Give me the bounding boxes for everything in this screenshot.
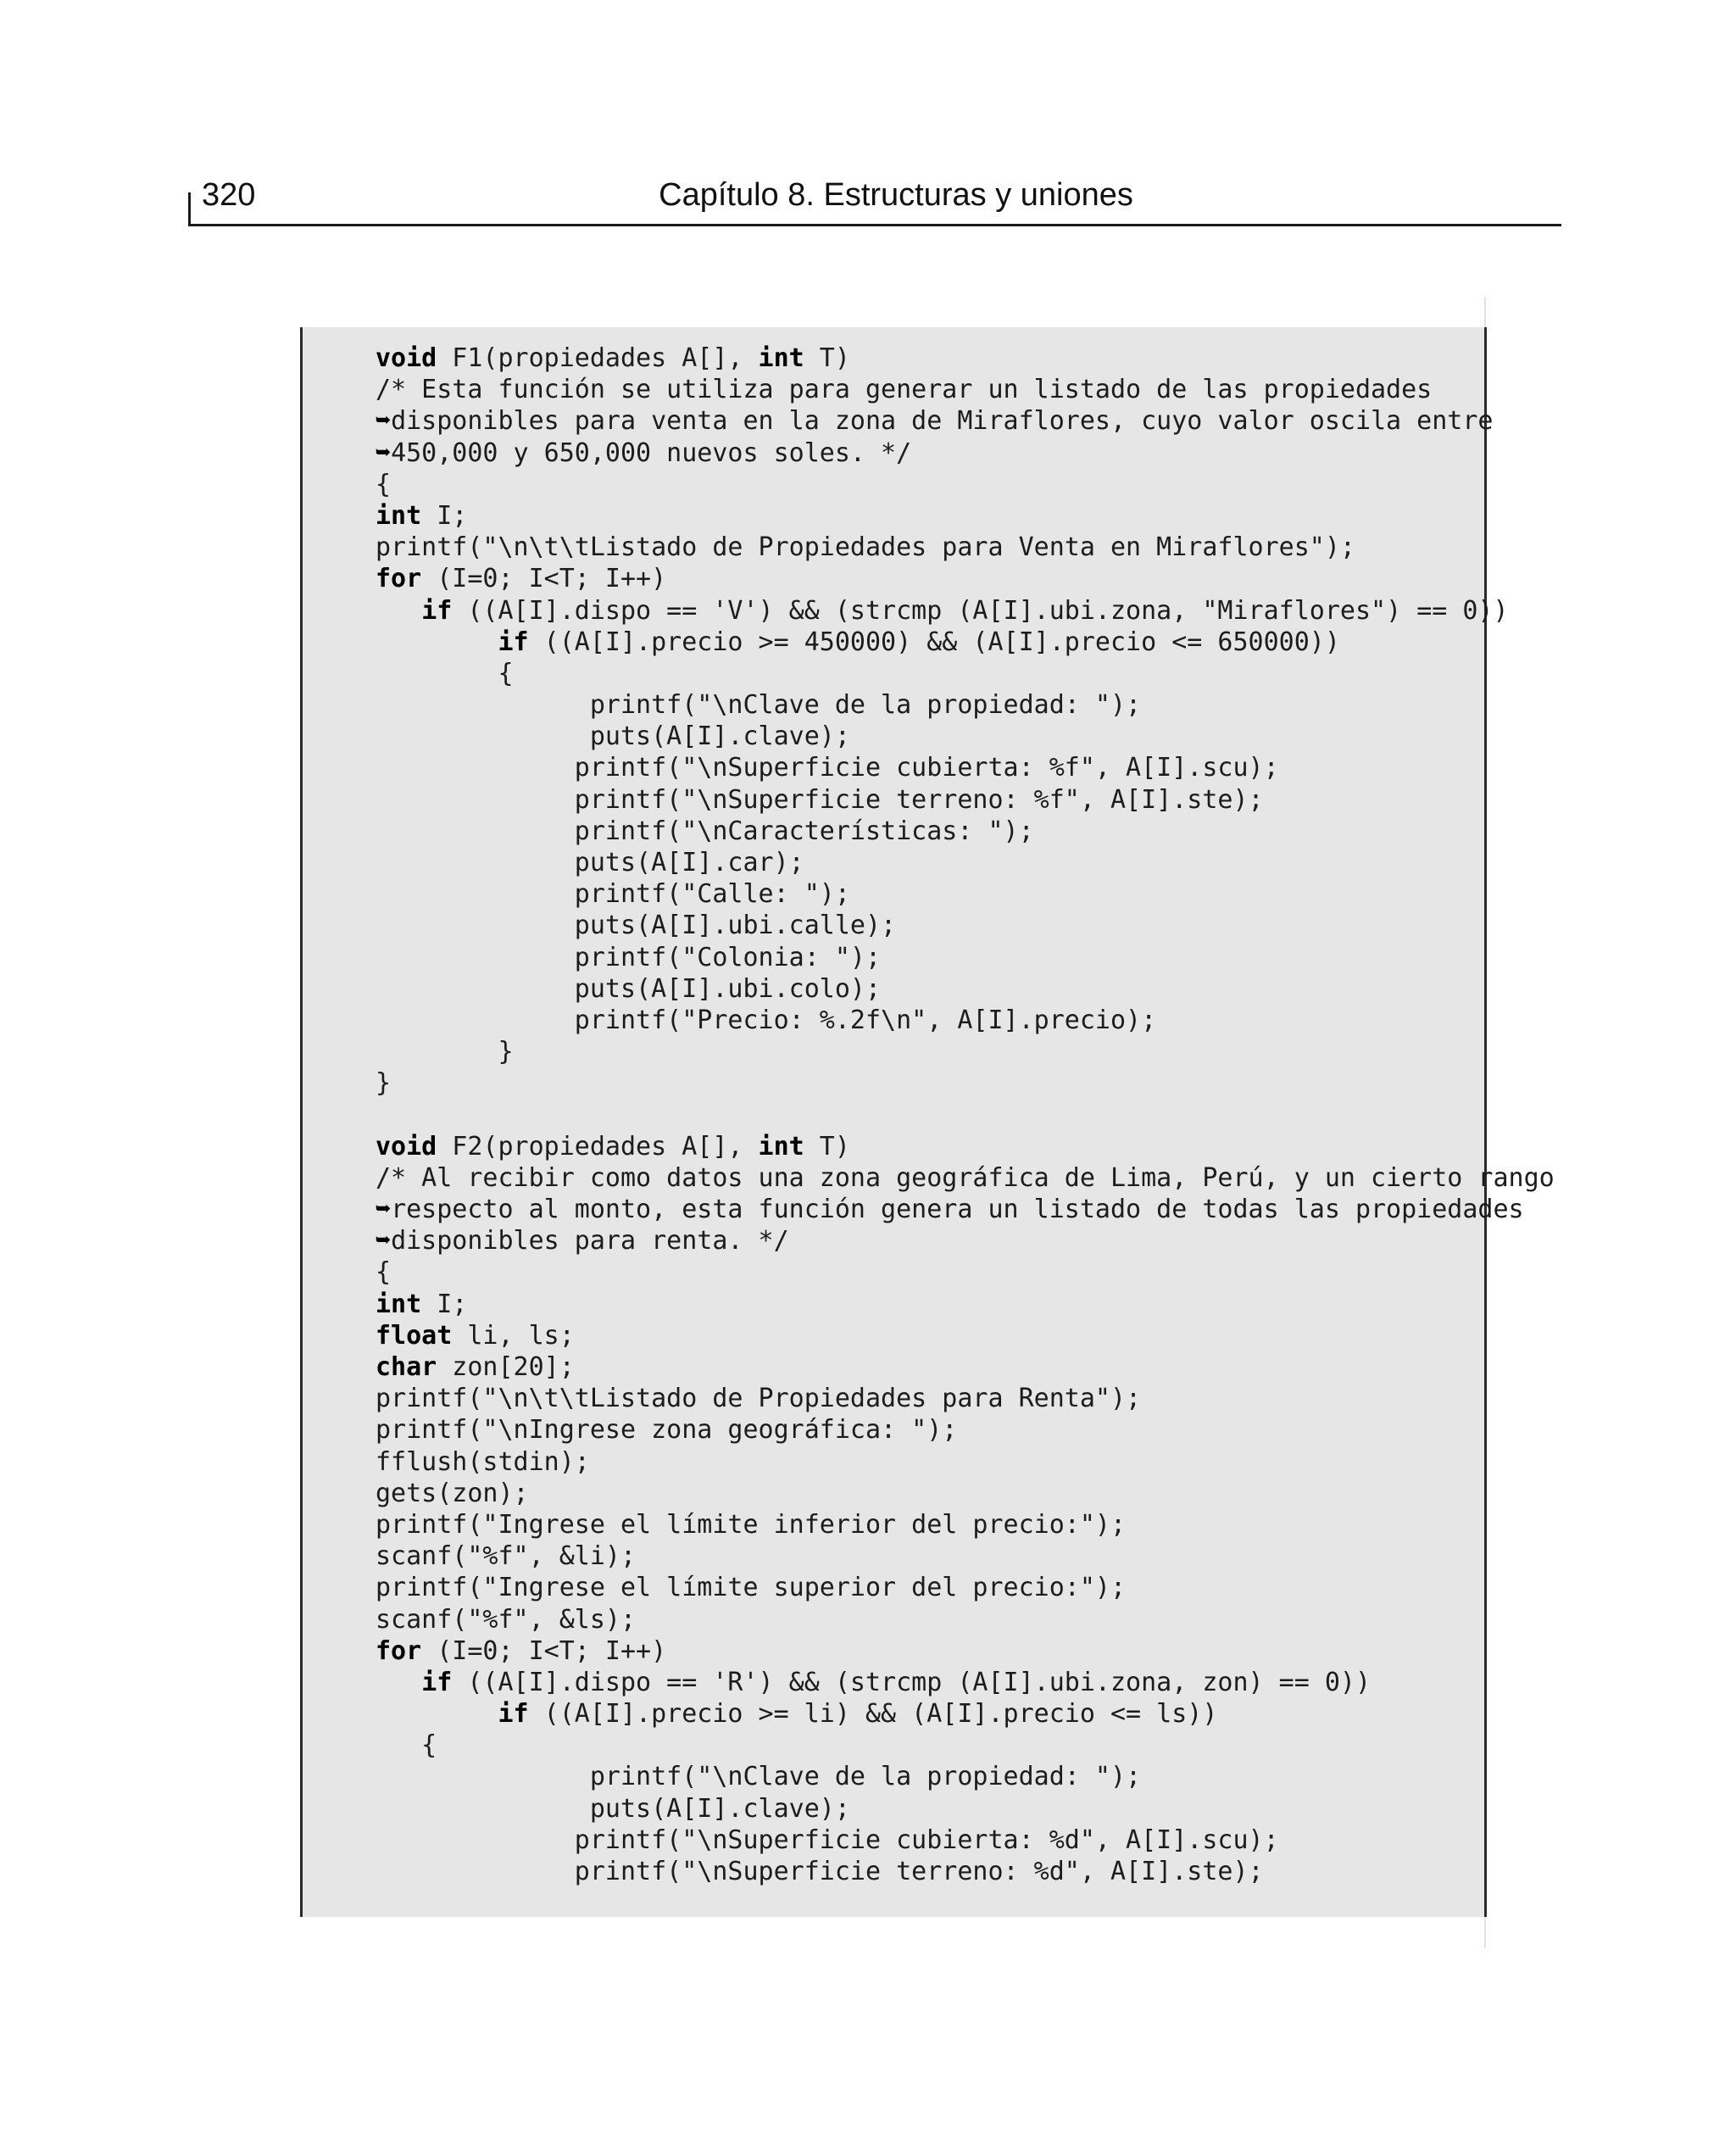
code-text: printf("\nCaracterísticas: "); [376,816,1034,846]
code-line [376,1761,1555,1792]
line-continuation-icon: ➥ [376,1195,392,1225]
code-text: puts(A[I].clave); [376,1793,850,1824]
code-text: printf("Ingrese el límite inferior del precio:"); [376,1509,1127,1540]
code-text: } [376,1037,514,1067]
code-text [376,627,498,657]
code-text: ((A[I].dispo == 'V') && (strcmp (A[I].ubi.zona, "Miraflores") == 0)) [452,595,1509,626]
code-line [376,1320,1555,1351]
code-line [376,374,1555,405]
code-line [376,595,1555,627]
code-line [376,1162,1555,1194]
code-text: { [376,1730,437,1761]
code-line [376,627,1555,658]
code-text: { [376,658,514,688]
code-line [376,1635,1555,1667]
code-line [376,752,1555,783]
box-edge-line-top [1484,297,1486,331]
code-keyword: for [376,1635,422,1666]
code-keyword: if [498,1699,529,1730]
code-text: printf("\nSuperficie cubierta: %d", A[I].scu); [376,1825,1279,1855]
code-text: } [376,1068,392,1099]
code-line [376,1604,1555,1635]
code-text: disponibles para renta. */ [391,1226,789,1256]
page-number: 320 [202,177,256,213]
code-line [376,1131,1555,1162]
code-line [376,721,1555,752]
code-line [376,343,1555,374]
code-text: disponibles para venta en la zona de Miraflores, cuyo valor oscila entre [391,406,1494,437]
code-line [376,469,1555,500]
code-line [376,1036,1555,1067]
code-keyword: if [498,627,529,657]
code-keyword: void [376,343,437,373]
code-text: printf("\nSuperficie terreno: %f", A[I].ste); [376,784,1264,815]
code-text: ((A[I].precio >= li) && (A[I].precio <= ls)) [528,1699,1218,1730]
code-line [376,1730,1555,1761]
code-line [376,1446,1555,1478]
code-line [376,563,1555,594]
code-text: printf("Precio: %.2f\n", A[I].precio); [376,1005,1157,1035]
code-text: scanf("%f", &li); [376,1541,637,1572]
code-line [376,437,1555,469]
page-header [188,174,1561,226]
code-text: scanf("%f", &ls); [376,1604,637,1635]
code-keyword: float [376,1320,453,1351]
code-text: /* Al recibir como datos una zona geográfica de Lima, Perú, y un cierto rango [376,1162,1555,1193]
header-rule [188,224,1561,226]
code-line [376,1067,1555,1099]
code-line [376,1856,1555,1887]
code-line [376,1667,1555,1698]
code-line [376,1256,1555,1288]
code-text [376,1668,421,1697]
code-text: zon[20]; [437,1352,575,1382]
code-text: printf("\nClave de la propiedad: "); [376,690,1142,721]
code-text: T) [804,343,850,373]
code-line [376,1005,1555,1036]
code-text: fflush(stdin); [376,1446,590,1477]
line-continuation-icon: ➥ [376,1226,392,1256]
code-text: T) [804,1131,850,1162]
code-line [376,847,1555,878]
code-line [376,784,1555,816]
code-line [376,1194,1555,1225]
code-text [376,1699,498,1729]
code-text: printf("\nClave de la propiedad: "); [376,1762,1142,1792]
code-listing-box [300,327,1555,1917]
code-line [376,1572,1555,1603]
code-text: puts(A[I].car); [376,848,804,877]
code-line [376,1793,1555,1825]
code-line [376,1289,1555,1320]
code-keyword: if [421,1667,453,1697]
code-text: { [376,469,392,499]
code-line [376,1509,1555,1540]
code-text: respecto al monto, esta función genera un listado de todas las propiedades [391,1195,1524,1225]
code-line [376,1225,1555,1256]
code-text: F2(propiedades A[], [437,1131,759,1162]
code-text: I; [421,500,468,531]
code-text: (I=0; I<T; I++) [421,1635,667,1666]
code-line [376,816,1555,847]
code-text: printf("\nSuperficie cubierta: %f", A[I].scu); [376,753,1279,783]
code-text: printf("Ingrese el límite superior del precio:"); [376,1573,1127,1603]
code-line [376,973,1555,1005]
code-keyword: int [758,1131,804,1162]
code-line [376,500,1555,532]
code-line [376,1698,1555,1730]
code-text: printf("\nIngrese zona geográfica: "); [376,1415,958,1446]
code-text: puts(A[I].ubi.calle); [376,911,897,941]
code-keyword: void [376,1131,437,1162]
code-keyword: for [376,564,422,594]
code-line [376,1478,1555,1509]
code-line [376,1540,1555,1572]
code-text [376,596,421,626]
code-text: 450,000 y 650,000 nuevos soles. */ [391,437,912,468]
code-line [376,910,1555,941]
code-text: printf("\n\t\tListado de Propiedades para Venta en Miraflores"); [376,532,1355,563]
box-edge-line-bottom [1484,1914,1486,1948]
code-text: puts(A[I].ubi.colo); [376,973,882,1004]
code-line [376,405,1555,437]
code-line [376,532,1555,563]
code-line [376,1414,1555,1446]
code-line [376,1383,1555,1414]
running-title: Capítulo 8. Estructuras y uniones [659,177,1133,213]
code-line [376,1351,1555,1383]
code-listing [376,343,1555,1887]
code-text: gets(zon); [376,1478,529,1508]
code-line [376,658,1555,689]
code-keyword: int [758,343,804,373]
code-text: I; [421,1289,468,1319]
code-text: puts(A[I].clave); [376,721,850,752]
code-keyword: int [376,1289,422,1319]
code-line [376,1825,1555,1856]
code-keyword: char [376,1352,437,1382]
code-keyword: if [421,595,453,626]
code-text: /* Esta función se utiliza para generar un listado de las propiedades [376,375,1433,405]
code-text: li, ls; [452,1320,575,1351]
code-text: printf("\nSuperficie terreno: %d", A[I].ste); [376,1857,1264,1886]
code-keyword: int [376,500,422,531]
line-continuation-icon: ➥ [376,437,392,468]
code-line [376,942,1555,973]
line-continuation-icon: ➥ [376,406,392,437]
code-text: ((A[I].precio >= 450000) && (A[I].precio <= 650000)) [528,627,1340,657]
code-text: ((A[I].dispo == 'R') && (strcmp (A[I].ubi.zona, zon) == 0)) [452,1667,1372,1697]
code-text: printf("Calle: "); [376,879,850,910]
code-text: (I=0; I<T; I++) [421,564,667,594]
code-text: { [376,1257,392,1288]
code-line [376,689,1555,721]
code-text: F1(propiedades A[], [437,343,759,373]
code-line [376,1100,1555,1131]
code-text: printf("Colonia: "); [376,942,882,972]
code-text: printf("\n\t\tListado de Propiedades para Renta"); [376,1384,1142,1414]
code-line [376,878,1555,910]
